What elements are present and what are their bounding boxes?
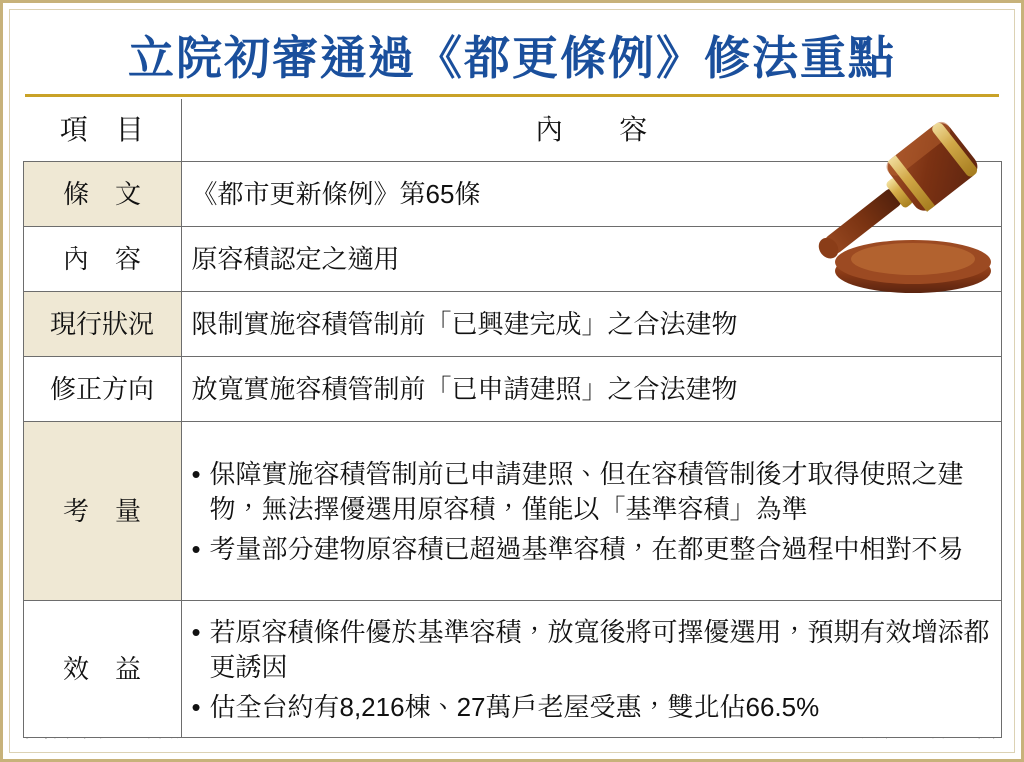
row-label: 條 文 bbox=[23, 162, 181, 227]
table-row bbox=[23, 227, 1001, 292]
row-label: 效 益 bbox=[23, 601, 181, 738]
table-row bbox=[23, 292, 1001, 357]
list-item: • 保障實施容積管制前已申請建照、但在容積管制後才取得使照之建物，無法擇優選用原容積，僅能以「基準容積」為準 bbox=[192, 457, 991, 527]
title-divider bbox=[25, 94, 999, 97]
bullet-list bbox=[192, 457, 991, 567]
title-bar bbox=[3, 3, 1021, 99]
list-item: • 若原容積條件優於基準容積，放寬後將可擇優選用，預期有效增添都更誘因 bbox=[192, 615, 991, 685]
list-item: • 估全台約有8,216棟、27萬戶老屋受惠，雙北佔66.5% bbox=[192, 690, 991, 725]
bullet-list bbox=[192, 615, 991, 725]
row-value bbox=[181, 422, 1001, 601]
header-item bbox=[23, 99, 181, 162]
row-value: 《都市更新條例》第65條 bbox=[181, 162, 1001, 227]
row-value: 放寬實施容積管制前「已申請建照」之合法建物 bbox=[181, 357, 1001, 422]
table-row bbox=[23, 162, 1001, 227]
header-item-label: 項 目 bbox=[59, 113, 144, 145]
page-title: 立院初審通過《都更條例》修法重點 bbox=[128, 32, 896, 84]
row-value: 原容積認定之適用 bbox=[181, 227, 1001, 292]
list-item: • 考量部分建物原容積已超過基準容積，在都更整合過程中相對不易 bbox=[192, 532, 991, 567]
header-content bbox=[181, 99, 1001, 162]
table-row bbox=[23, 601, 1001, 738]
row-label: 內 容 bbox=[23, 227, 181, 292]
table-row bbox=[23, 357, 1001, 422]
header-content-label: 內 容 bbox=[535, 113, 648, 145]
row-label: 考 量 bbox=[23, 422, 181, 601]
row-value bbox=[181, 601, 1001, 738]
row-label: 修正方向 bbox=[23, 357, 181, 422]
table-header-row bbox=[23, 99, 1001, 162]
table-row bbox=[23, 422, 1001, 601]
row-label: 現行狀況 bbox=[23, 292, 181, 357]
row-value: 限制實施容積管制前「已興建完成」之合法建物 bbox=[181, 292, 1001, 357]
modification-table bbox=[23, 99, 1002, 738]
